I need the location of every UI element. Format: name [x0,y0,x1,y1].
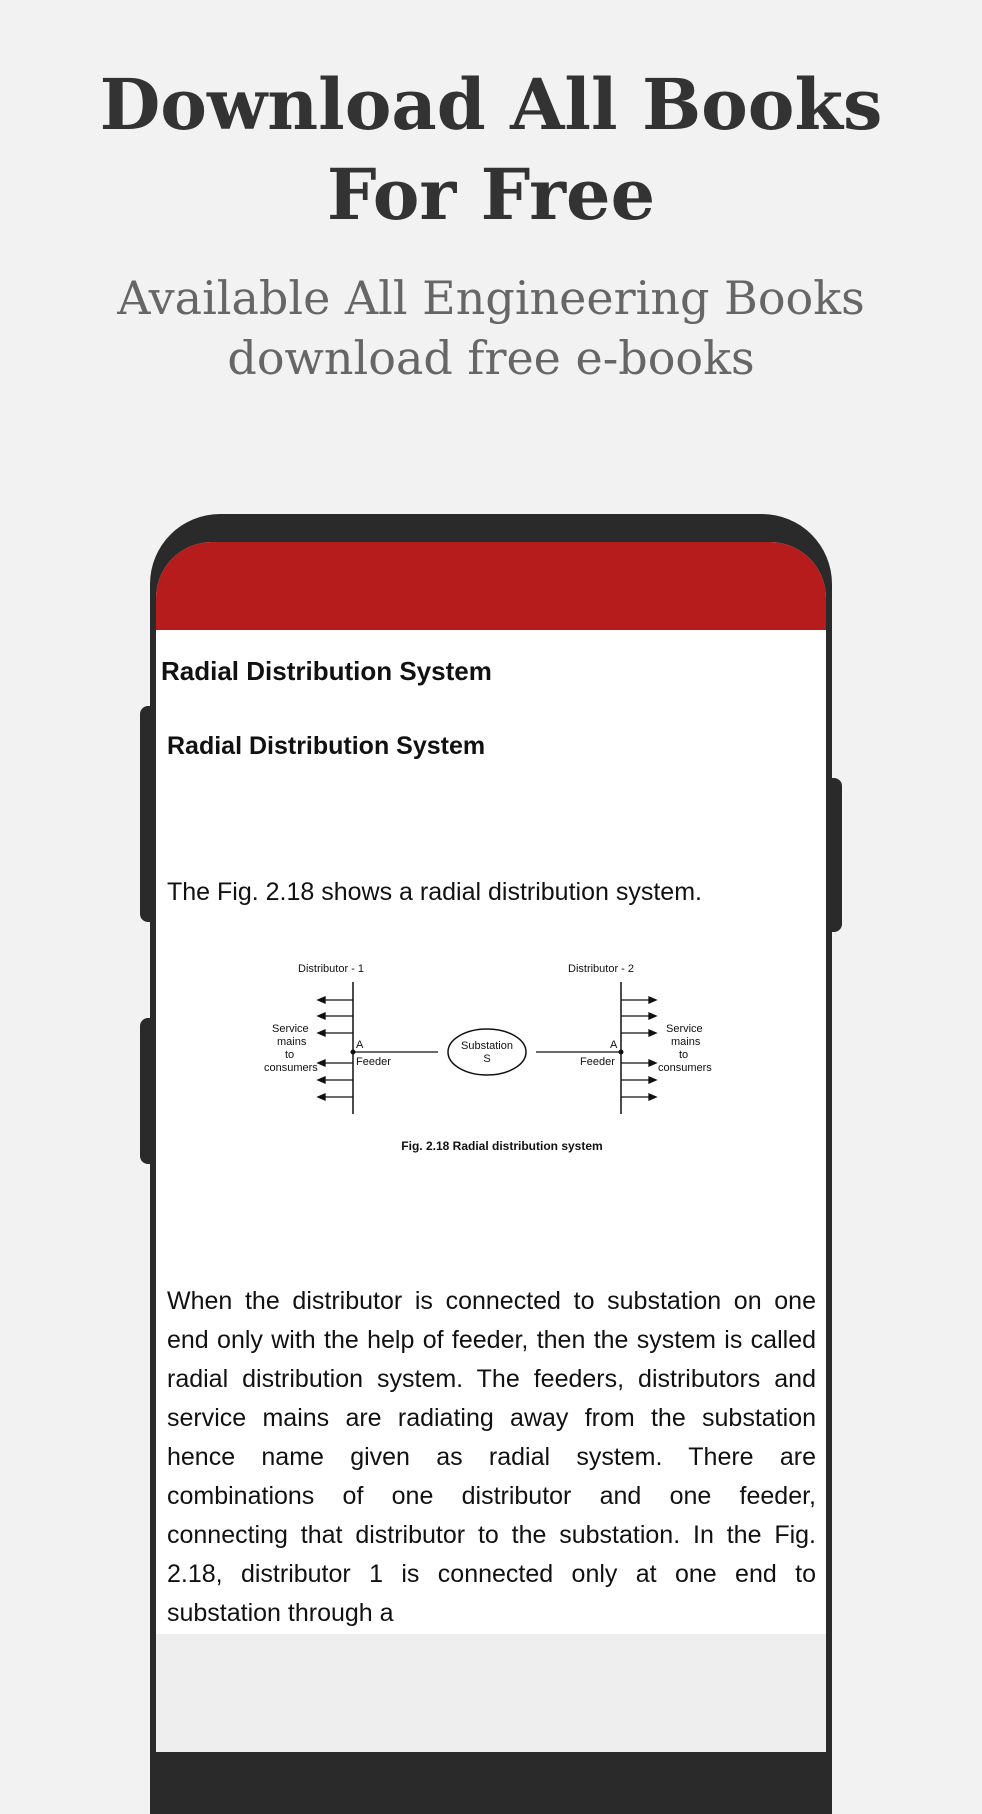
label-feeder-right: Feeder [580,1056,615,1068]
article-intro: The Fig. 2.18 shows a radial distribution system. [167,878,702,906]
label-a-right: A [610,1039,618,1051]
promo-title [0,60,982,240]
radial-distribution-diagram [258,950,738,1180]
label-service-right-4: consumers [658,1062,712,1074]
label-a-left: A [356,1039,364,1051]
promo-title-line1: Download All Books [99,63,883,146]
distributor-2-arrows [621,997,656,1100]
label-service-left-3: to [285,1049,295,1061]
promo-subtitle [0,268,982,388]
label-service-left-2: mains [277,1036,307,1048]
article-body: When the distributor is connected to substation on one end only with the help of feeder, then the system is called radial distribution system. The feeders, distributors and service mains are radiating away from the substation hence name given as radial system. There are combinations of one distributor and one feeder, connecting that distributor to the substation. In the Fig. 2.18, distributor 1 is connected only at one end to substation through a [167,1287,816,1627]
toolbar-title: Radial Distribution System [161,656,492,686]
app-status-bar [156,542,826,630]
distributor-1-arrows [318,997,353,1100]
article-heading: Radial Distribution System [167,732,486,760]
label-substation: Substation [461,1040,513,1052]
label-service-right-3: to [679,1049,689,1061]
substation-node [448,1029,526,1075]
promo-subtitle-line2: download free e-books [227,331,755,385]
label-feeder-left: Feeder [356,1056,391,1068]
label-service-right-2: mains [671,1036,701,1048]
article-view[interactable] [156,630,826,1634]
label-service-right-1: Service [666,1023,703,1035]
figure-caption: Fig. 2.18 Radial distribution system [401,1139,603,1153]
label-service-left-4: consumers [264,1062,318,1074]
label-substation-s: S [483,1053,491,1065]
label-distributor-1: Distributor - 1 [298,963,365,975]
promo-title-line2: For Free [326,153,656,236]
label-service-left-1: Service [272,1023,309,1035]
promo-subtitle-line1: Available All Engineering Books [117,271,865,325]
label-distributor-2: Distributor - 2 [568,963,635,975]
phone-screen [156,542,826,1752]
